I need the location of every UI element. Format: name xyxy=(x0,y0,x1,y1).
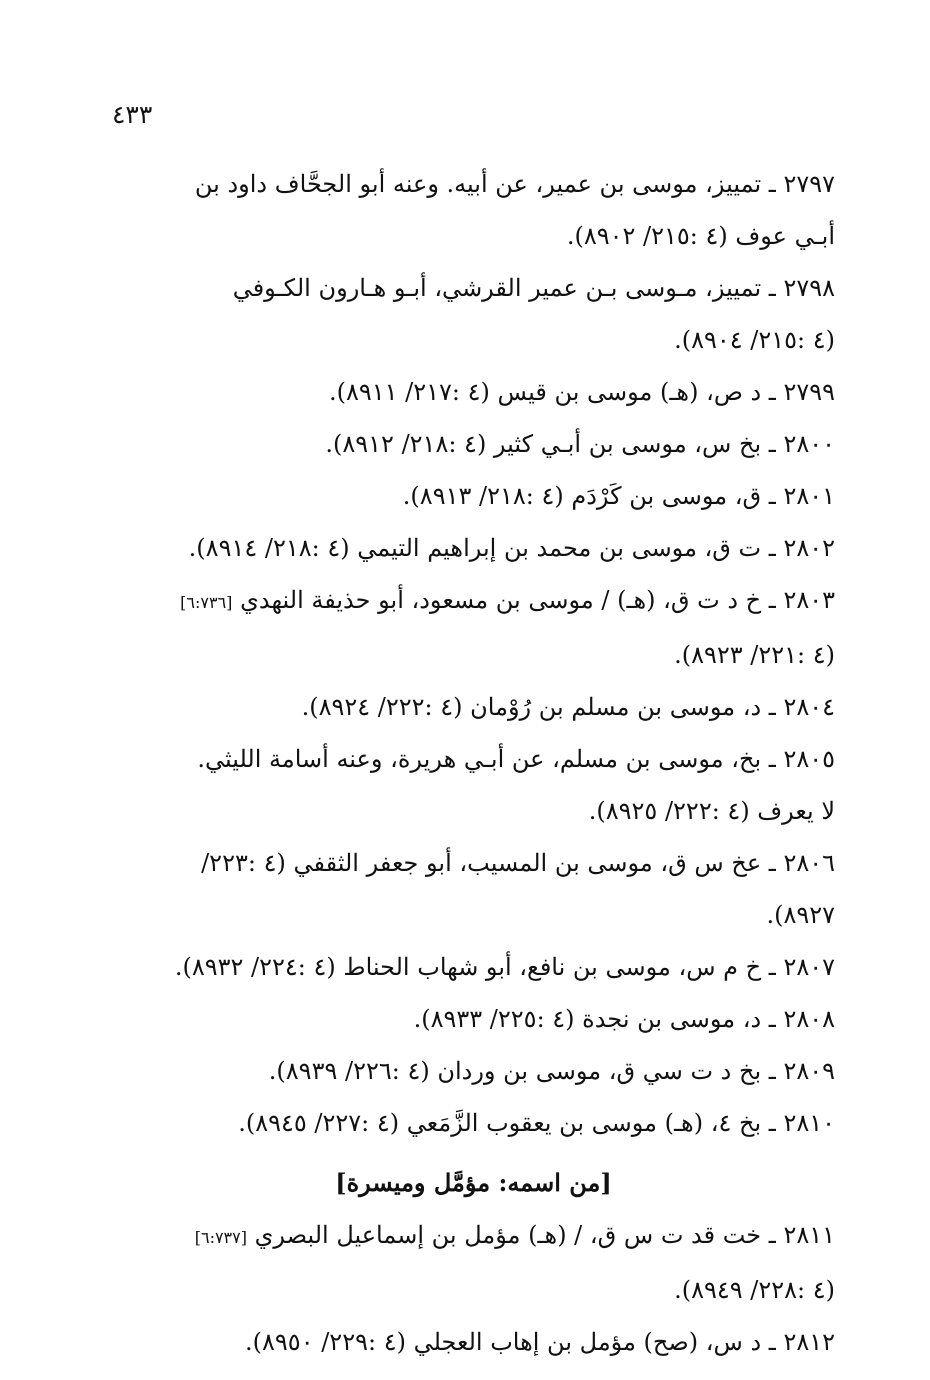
entry-2809 xyxy=(112,1045,835,1097)
entry-line: ٢٨٠٠ ـ بخ س، موسى بن أبـي كثير (٤ :٢١٨/ ٨٩١٢). xyxy=(325,430,835,458)
volume-reference: [٦:٧٣٧] xyxy=(194,1228,247,1247)
entries-list xyxy=(112,158,835,1368)
entry-line: ٢٧٩٧ ـ تمييز، موسى بن عمير، عن أبيه. وعنه أبو الجحَّاف داود بن xyxy=(194,170,835,198)
entry-line: ٢٨٠٢ ـ ت ق، موسى بن محمد بن إبراهيم التيمي (٤ :٢١٨/ ٨٩١٤). xyxy=(188,534,835,562)
entry-line: ٢٨١٢ ـ د س، (صح) مؤمل بن إهاب العجلي (٤ :٢٢٩/ ٨٩٥٠). xyxy=(245,1328,835,1356)
page-number: ٤٣٣ xyxy=(112,100,153,129)
entry-2807 xyxy=(112,941,835,993)
entry-2804 xyxy=(112,681,835,733)
volume-reference: [٦:٧٣٦] xyxy=(180,593,233,612)
entry-line: ٨٩٢٧). xyxy=(766,901,835,929)
entry-2797 xyxy=(112,158,835,262)
entry-2808 xyxy=(112,993,835,1045)
entry-line: ٢٨٠٦ ـ عخ س ق، موسى بن المسيب، أبو جعفر الثقفي (٤ :٢٢٣/ xyxy=(201,849,835,877)
entry-line: ٢٨١٠ ـ بخ ٤، (هـ) موسى بن يعقوب الزَّمَعي (٤ :٢٢٧/ ٨٩٤٥). xyxy=(238,1109,835,1137)
entry-line: (٤ :٢١٥/ ٨٩٠٤). xyxy=(674,326,835,354)
entry-line: ٢٨٠٥ ـ بخ، موسى بن مسلم، عن أبـي هريرة، وعنه أسامة الليثي. xyxy=(197,745,835,773)
entry-line: ٢٨٠٩ ـ بخ د ت سي ق، موسى بن وردان (٤ :٢٢٦/ ٨٩٣٩). xyxy=(268,1057,835,1085)
entry-line: (٤ :٢٢٨/ ٨٩٤٩). xyxy=(674,1276,835,1304)
entry-line: ٢٨٠١ ـ ق، موسى بن كَرْدَم (٤ :٢١٨/ ٨٩١٣). xyxy=(402,482,835,510)
entry-2800 xyxy=(112,418,835,470)
entry-2811 xyxy=(112,1209,835,1316)
entry-line xyxy=(112,1209,835,1264)
entry-line: (٤ :٢٢١/ ٨٩٢٣). xyxy=(674,641,835,669)
entry-2805 xyxy=(112,733,835,837)
entry-line: ٢٨٠٧ ـ خ م س، موسى بن نافع، أبو شهاب الحناط (٤ :٢٢٤/ ٨٩٣٢). xyxy=(174,953,835,981)
entry-2799 xyxy=(112,366,835,418)
entry-line: ٢٨٠٨ ـ د، موسى بن نجدة (٤ :٢٢٥/ ٨٩٣٣). xyxy=(413,1005,835,1033)
entry-2803 xyxy=(112,574,835,681)
entry-text: ٢٨١١ ـ خت قد ت س ق، / (هـ) مؤمل بن إسماعيل البصري xyxy=(254,1221,835,1249)
section-heading: [من اسمه: مؤمَّل وميسرة] xyxy=(335,1168,612,1197)
entry-line: ٢٧٩٨ ـ تمييز، مـوسى بـن عمير القرشي، أبـو هـارون الكـوفي xyxy=(232,274,835,302)
entry-2810 xyxy=(112,1097,835,1149)
entry-2798 xyxy=(112,262,835,366)
entry-2802 xyxy=(112,522,835,574)
entry-text: ٢٨٠٣ ـ خ د ت ق، (هـ) / موسى بن مسعود، أبو حذيفة النهدي xyxy=(240,586,835,614)
entry-line: أبـي عوف (٤ :٢١٥/ ٨٩٠٢). xyxy=(566,222,835,250)
entry-line: ٢٨٠٤ ـ د، موسى بن مسلم بن رُوْمان (٤ :٢٢٢/ ٨٩٢٤). xyxy=(301,693,835,721)
entry-line: ٢٧٩٩ ـ د ص، (هـ) موسى بن قيس (٤ :٢١٧/ ٨٩١١). xyxy=(328,378,835,406)
entry-2812 xyxy=(112,1316,835,1368)
entry-2806 xyxy=(112,837,835,941)
entry-line: لا يعرف (٤ :٢٢٢/ ٨٩٢٥). xyxy=(588,797,835,825)
entry-line xyxy=(112,574,835,629)
entry-2801 xyxy=(112,470,835,522)
